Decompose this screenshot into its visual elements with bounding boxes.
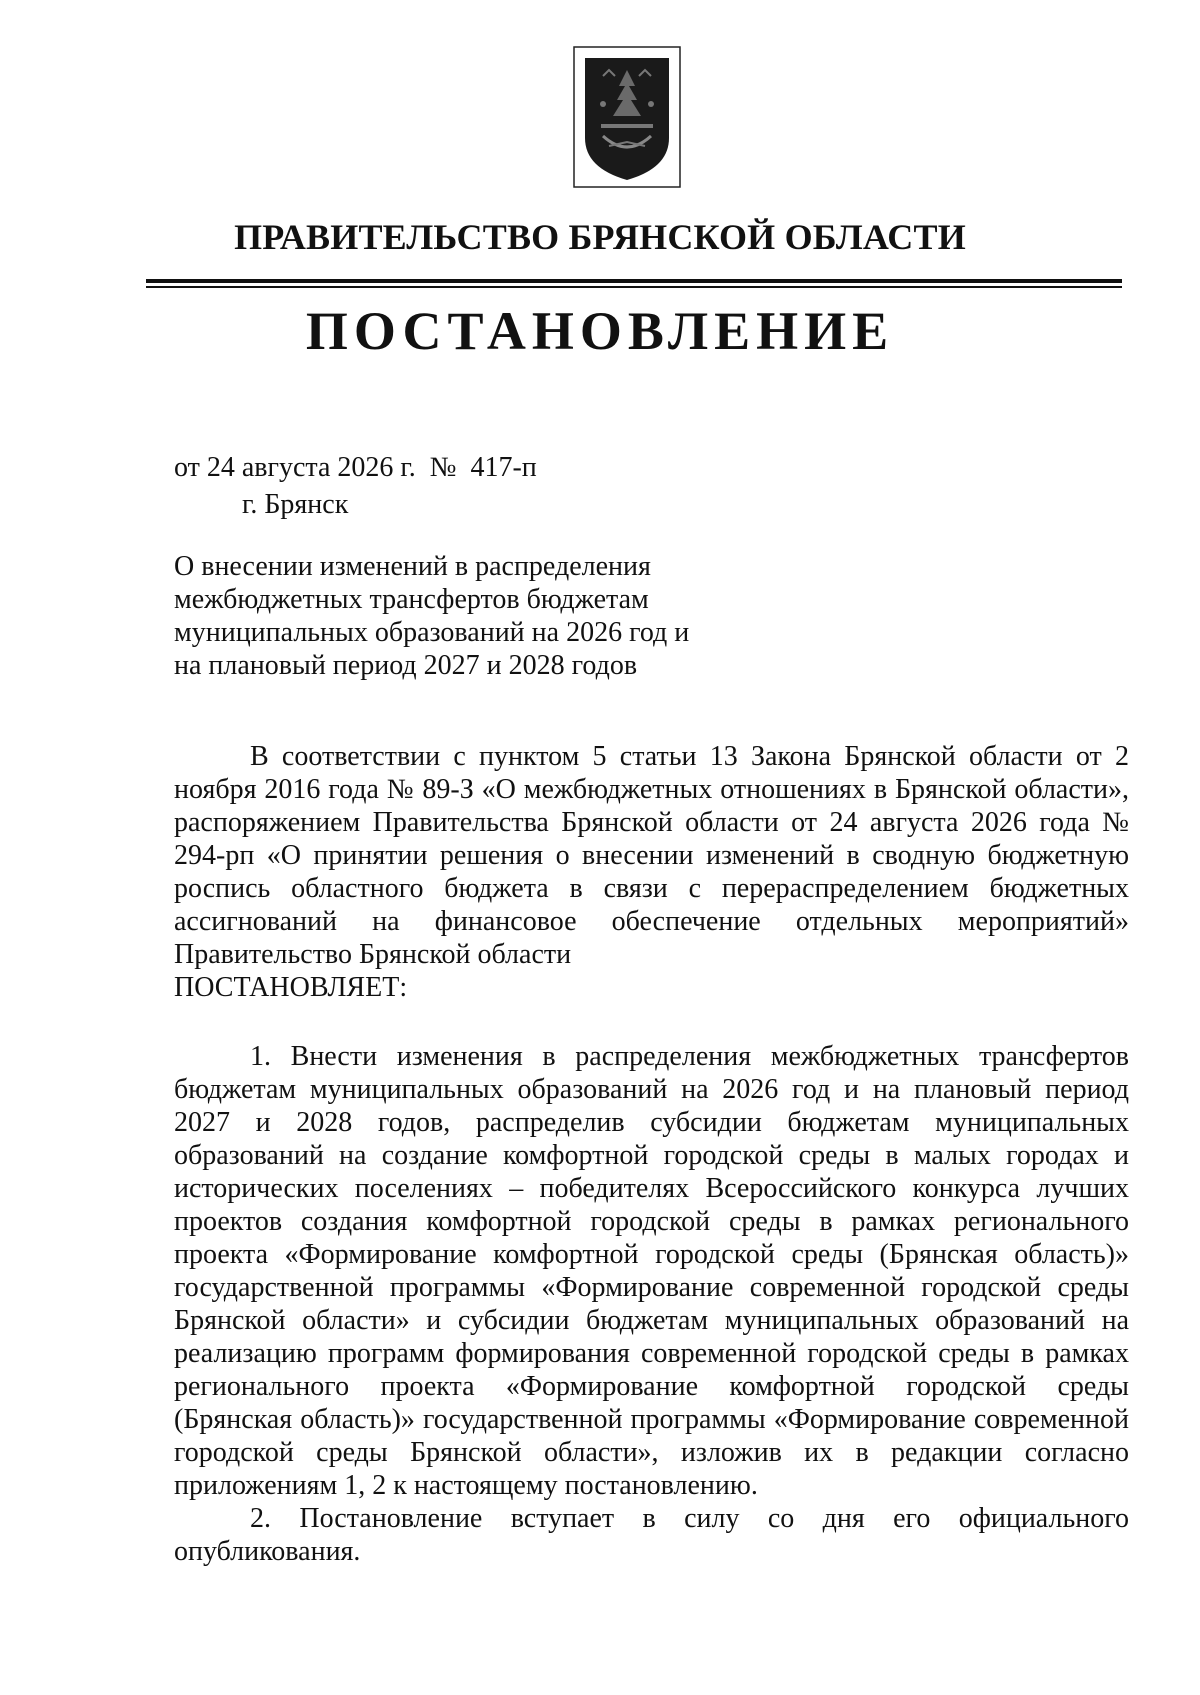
city-name: г. Брянск (242, 489, 349, 520)
item-1-paragraph: 1. Внести изменения в распределения межбюджетных трансфертов бюджетам муниципальных образований на 2026 год и на плановый период 2027 и 2028 годов, распределив субсидии бюджетам муниципальных образований на создание комфортной городской среды в малых городах и исторических поселениях – победителях Всероссийского конкурса лучших проектов создания комфортной городской среды в рамках регионального проекта «Формирование комфортной городской среды (Брянская область)» государственной программы «Формирование современной городской среды Брянской области» и субсидии бюджетам муниципальных образований на реализацию программ формирования современной городской среды в рамках регионального проекта «Формирование комфортной городской среды (Брянская область)» государственной программы «Формирование современной городской среды Брянской области», изложив их в редакции согласно приложениям 1, 2 к настоящему постановлению. (174, 1041, 1129, 1501)
document-subject: О внесении изменений в распределения межбюджетных трансфертов бюджетам муниципальных образований на 2026 год и на плановый период 2027 и 2028 годов (174, 551, 690, 681)
document-type-title: ПОСТАНОВЛЕНИЕ (305, 301, 895, 361)
document-meta (174, 449, 537, 523)
coat-of-arms-icon (573, 46, 681, 188)
organization-title: ПРАВИТЕЛЬСТВО БРЯНСКОЙ ОБЛАСТИ (234, 217, 966, 257)
header-rule-thick (146, 279, 1122, 283)
header-rule-thin (146, 286, 1122, 288)
decree-word: ПОСТАНОВЛЯЕТ: (174, 972, 408, 1003)
item-2-paragraph: 2. Постановление вступает в силу со дня его официального опубликования. (174, 1503, 1129, 1567)
preamble-paragraph: В соответствии с пунктом 5 статьи 13 Закона Брянской области от 2 ноября 2016 года № 89-З «О межбюджетных отношениях в Брянской области», распоряжением Правительства Брянской области от 24 августа 2026 года № 294-рп «О принятии решения о внесении изменений в сводную бюджетную роспись областного бюджета в связи с перераспределением бюджетных ассигнований на финансовое обеспечение отдельных мероприятий» Правительство Брянской области (174, 741, 1129, 970)
document-body (174, 740, 1129, 1568)
date-and-number: от 24 августа 2026 г. № 417-п (174, 452, 537, 483)
